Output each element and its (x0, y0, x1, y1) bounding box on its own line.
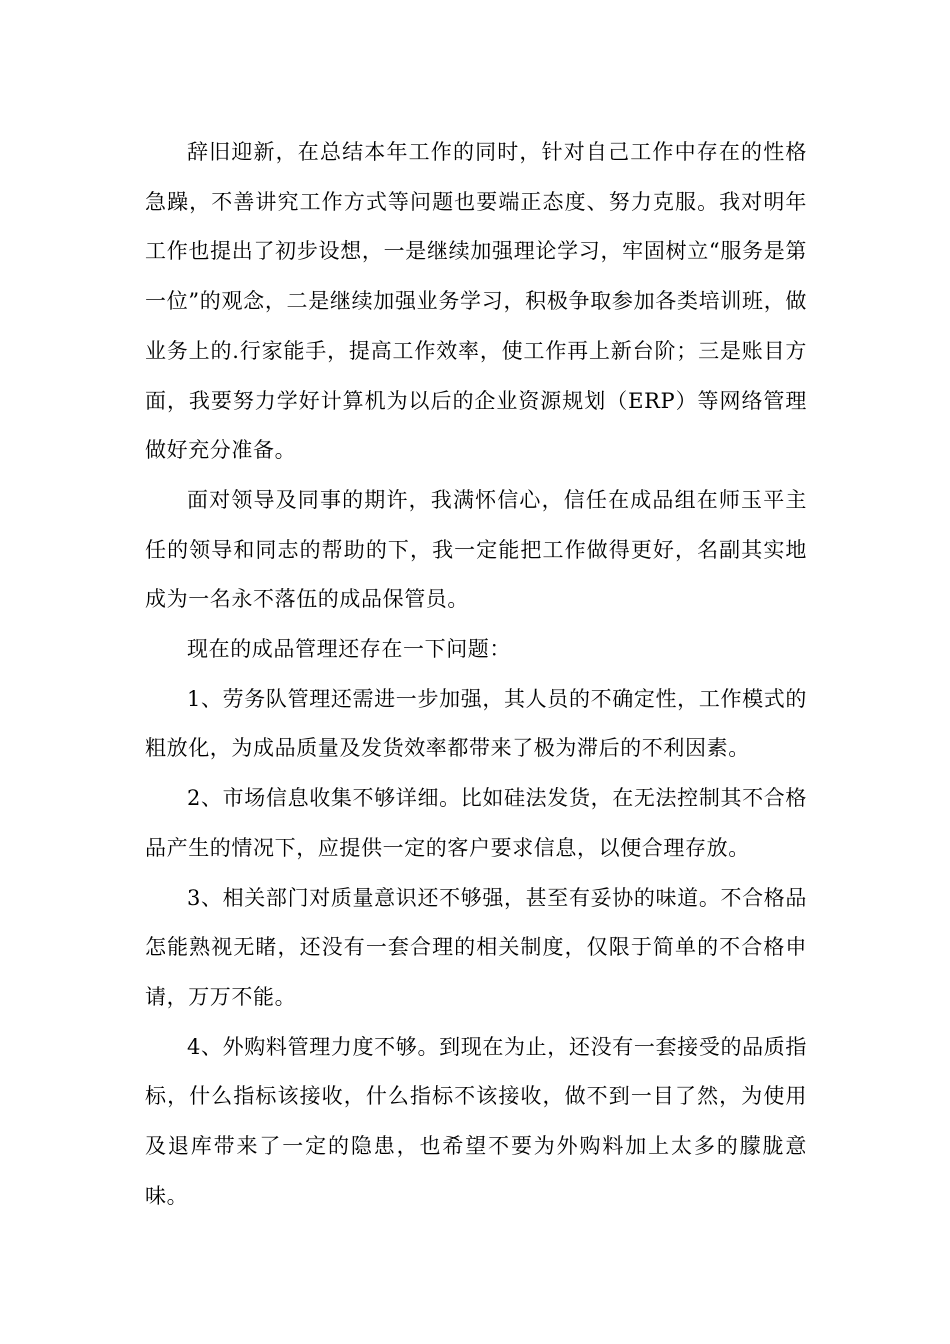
paragraph-issue-4: 4、外购料管理力度不够。到现在为止，还没有一套接受的品质指标，什么指标该接收，什么指标不该接收，做不到一目了然，为使用及退库带来了一定的隐患，也希望不要为外购料加上太多的朦胧意味。 (145, 1034, 807, 1208)
paragraph-issue-3: 3、相关部门对质量意识还不够强，甚至有妥协的味道。不合格品怎能熟视无睹，还没有一套合理的相关制度，仅限于简单的不合格申请，万万不能。 (145, 885, 807, 1009)
paragraph-issues-intro: 现在的成品管理还存在一下问题： (187, 637, 511, 662)
document-page (145, 128, 807, 1221)
paragraph-issue-2: 2、市场信息收集不够详细。比如硅法发货，在无法控制其不合格品产生的情况下，应提供一定的客户要求信息，以便合理存放。 (145, 786, 807, 860)
paragraph-confidence: 面对领导及同事的期许，我满怀信心，信任在成品组在师玉平主任的领导和同志的帮助的下，我一定能把工作做得更好，名副其实地成为一名永不落伍的成品保管员。 (145, 487, 807, 612)
paragraph-issue-1: 1、劳务队管理还需进一步加强，其人员的不确定性，工作模式的粗放化，为成品质量及发货效率都带来了极为滞后的不利因素。 (145, 686, 807, 761)
paragraph-new-year-plan: 辞旧迎新，在总结本年工作的同时，针对自己工作中存在的性格急躁，不善讲究工作方式等问题也要端正态度、努力克服。我对明年工作也提出了初步设想，一是继续加强理论学习，牢固树立“服务是第一位”的观念，二是继续加强业务学习，积极争取参加各类培训班，做业务上的.行家能手，提高工作效率，使工作再上新台阶；三是账目方面，我要努力学好计算机为以后的企业资源规划（ERP）等网络管理做好充分准备。 (145, 140, 807, 463)
